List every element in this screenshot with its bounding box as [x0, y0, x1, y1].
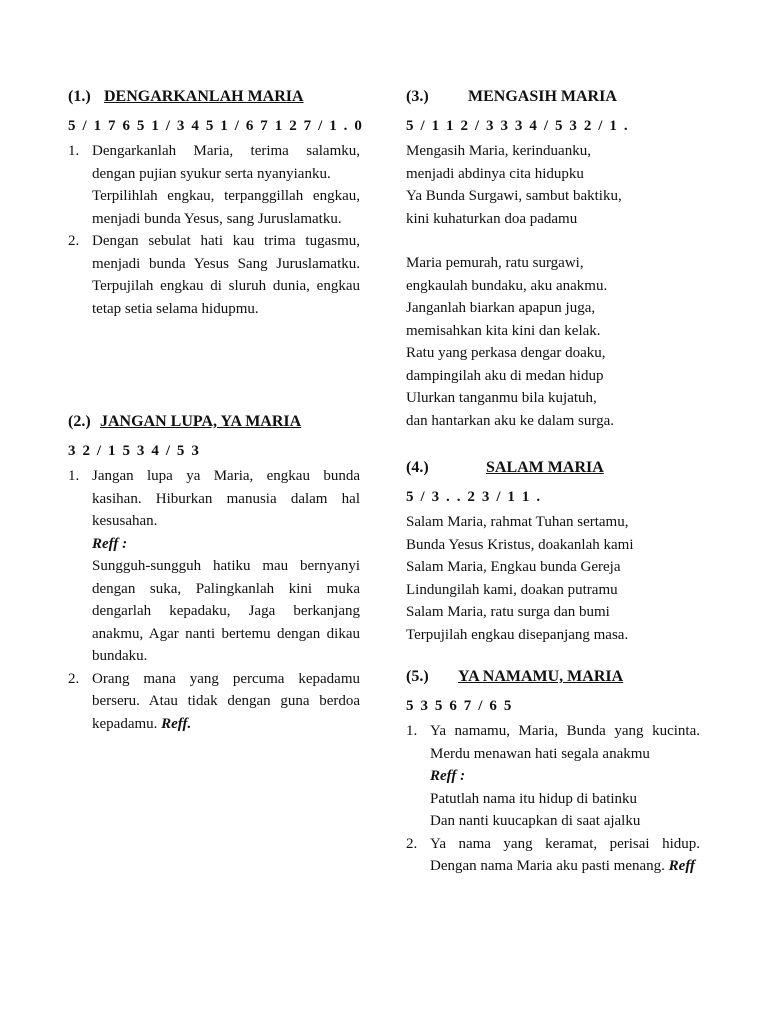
lyric-line: Lindungilah kami, doakan putramu — [406, 581, 618, 598]
verse-body — [92, 465, 360, 668]
lyric-line: Ratu yang perkasa dengar doaku, — [406, 345, 606, 361]
reff-label: Reff : — [92, 535, 128, 552]
verse-1 — [406, 720, 700, 833]
lyric-line: dampingilah aku di medan hidup — [406, 367, 604, 384]
lyric-line: Terpujilah engkau disepanjang masa. — [406, 626, 629, 643]
verse-text: Dengan sebulat hati kau trima tugasmu, menjadi bunda Yesus Sang Juruslamatku. Terpujilah engkau di sluruh dunia, engkau tetap setia selama hidupmu. — [92, 233, 360, 317]
song-number: (1.) — [68, 88, 91, 105]
verse-2 — [68, 230, 360, 320]
verse-2 — [406, 833, 700, 878]
lyric-line: Janganlah biarkan apapun juga, — [406, 300, 596, 316]
reff-text: Sungguh-sungguh hatiku mau bernyanyi dengan suka, Palingkanlah kini muka dengarlah kepadaku, Jaga berkanjang anakmu, Agar nanti bertemu dengan dikau bundaku. — [92, 558, 360, 664]
stanza-2 — [406, 252, 700, 432]
verse-2 — [68, 668, 360, 736]
verse-number: 2. — [68, 670, 80, 687]
verse-number: 2. — [406, 835, 418, 852]
lyric-line: Ulurkan tanganmu bila kujatuh, — [406, 390, 597, 406]
song-title: SALAM MARIA — [486, 459, 604, 476]
reff-label: Reff : — [430, 768, 466, 784]
verse-body — [430, 720, 700, 833]
lyric-line: Salam Maria, ratu surga dan bumi — [406, 604, 610, 620]
song-header — [406, 668, 700, 690]
verse-text: Ya namamu, Maria, Bunda yang kucinta. Merdu menawan hati segala anakmu — [430, 723, 700, 762]
song-header — [406, 88, 700, 110]
song-notation: 5 / 3 . . 2 3 / 1 1 . — [406, 489, 542, 505]
reff-line: Dan nanti kuucapkan di saat ajalku — [430, 813, 641, 829]
song-mengasih-maria — [406, 88, 700, 432]
verse-number: 1. — [406, 723, 418, 739]
song-jangan-lupa-ya-maria — [68, 413, 360, 735]
verse-text-continued: Terpilihlah engkau, terpanggillah engkau, menjadi bunda Yesus, sang Juruslamatku. — [92, 188, 360, 227]
stanza — [406, 511, 700, 646]
lyric-line: dan hantarkan aku ke dalam surga. — [406, 412, 614, 429]
lyric-line: Salam Maria, Engkau bunda Gereja — [406, 559, 621, 575]
reff-line: Patutlah nama itu hidup di batinku — [430, 790, 638, 807]
song-title: MENGASIH MARIA — [468, 88, 617, 105]
song-ya-namamu-maria — [406, 668, 700, 878]
song-title: JANGAN LUPA, YA MARIA — [100, 413, 302, 430]
lyric-line: Ya Bunda Surgawi, sambut baktiku, — [406, 188, 622, 204]
verse-text: Orang mana yang percuma kepadamu berseru. Atau tidak dengan guna berdoa kepadamu. — [92, 670, 360, 732]
lyric-line: menjadi abdinya cita hidupku — [406, 165, 584, 182]
stanza-gap — [406, 230, 700, 252]
stanza-1 — [406, 140, 700, 230]
song-title: DENGARKANLAH MARIA — [104, 88, 304, 105]
verse-text: Jangan lupa ya Maria, engkau bunda kasihan. Hiburkan manusia dalam hal kesusahan. — [92, 468, 360, 529]
song-header — [68, 413, 360, 435]
verse-number: 2. — [68, 233, 80, 249]
song-notation: 5 3 5 6 7 / 6 5 — [406, 698, 513, 714]
lyric-line: Mengasih Maria, kerinduanku, — [406, 143, 591, 159]
verse-number: 1. — [68, 143, 80, 159]
verse-body — [92, 668, 360, 736]
lyric-line: memisahkan kita kini dan kelak. — [406, 322, 601, 339]
song-dengarkanlah-maria — [68, 88, 364, 320]
song-header — [406, 459, 700, 481]
song-notation: 3 2 / 1 5 3 4 / 5 3 — [68, 443, 201, 459]
lyric-line: engkaulah bundaku, aku anakmu. — [406, 277, 608, 294]
verse-1 — [68, 140, 360, 230]
song-number: (4.) — [406, 459, 429, 476]
song-notation: 5 / 1 1 2 / 3 3 3 4 / 5 3 2 / 1 . — [406, 118, 630, 134]
verse-body — [92, 140, 360, 230]
lyric-line: Bunda Yesus Kristus, doakanlah kami — [406, 536, 634, 553]
song-notation: 5 / 1 7 6 5 1 / 3 4 5 1 / 6 7 1 2 7 / 1 . 0 — [68, 118, 364, 134]
verse-number: 1. — [68, 468, 80, 484]
lyric-line: kini kuhaturkan doa padamu — [406, 210, 578, 227]
reff-marker: Reff. — [161, 715, 192, 732]
song-title: YA NAMAMU, MARIA — [458, 668, 624, 685]
lyric-line: Maria pemurah, ratu surgawi, — [406, 255, 584, 271]
song-number: (3.) — [406, 88, 429, 105]
lyric-line: Salam Maria, rahmat Tuhan sertamu, — [406, 514, 629, 530]
song-salam-maria — [406, 459, 700, 646]
reff-marker: Reff — [668, 858, 696, 874]
verse-body — [430, 833, 700, 878]
song-header — [68, 88, 360, 110]
song-number: (2.) — [68, 413, 91, 430]
verse-text: Dengarkanlah Maria, terima salamku, dengan pujian syukur serta nyanyianku. — [92, 143, 360, 182]
verse-text: Ya nama yang keramat, perisai hidup. Dengan nama Maria aku pasti menang. — [430, 835, 700, 874]
verse-1 — [68, 465, 360, 668]
song-number: (5.) — [406, 668, 429, 685]
